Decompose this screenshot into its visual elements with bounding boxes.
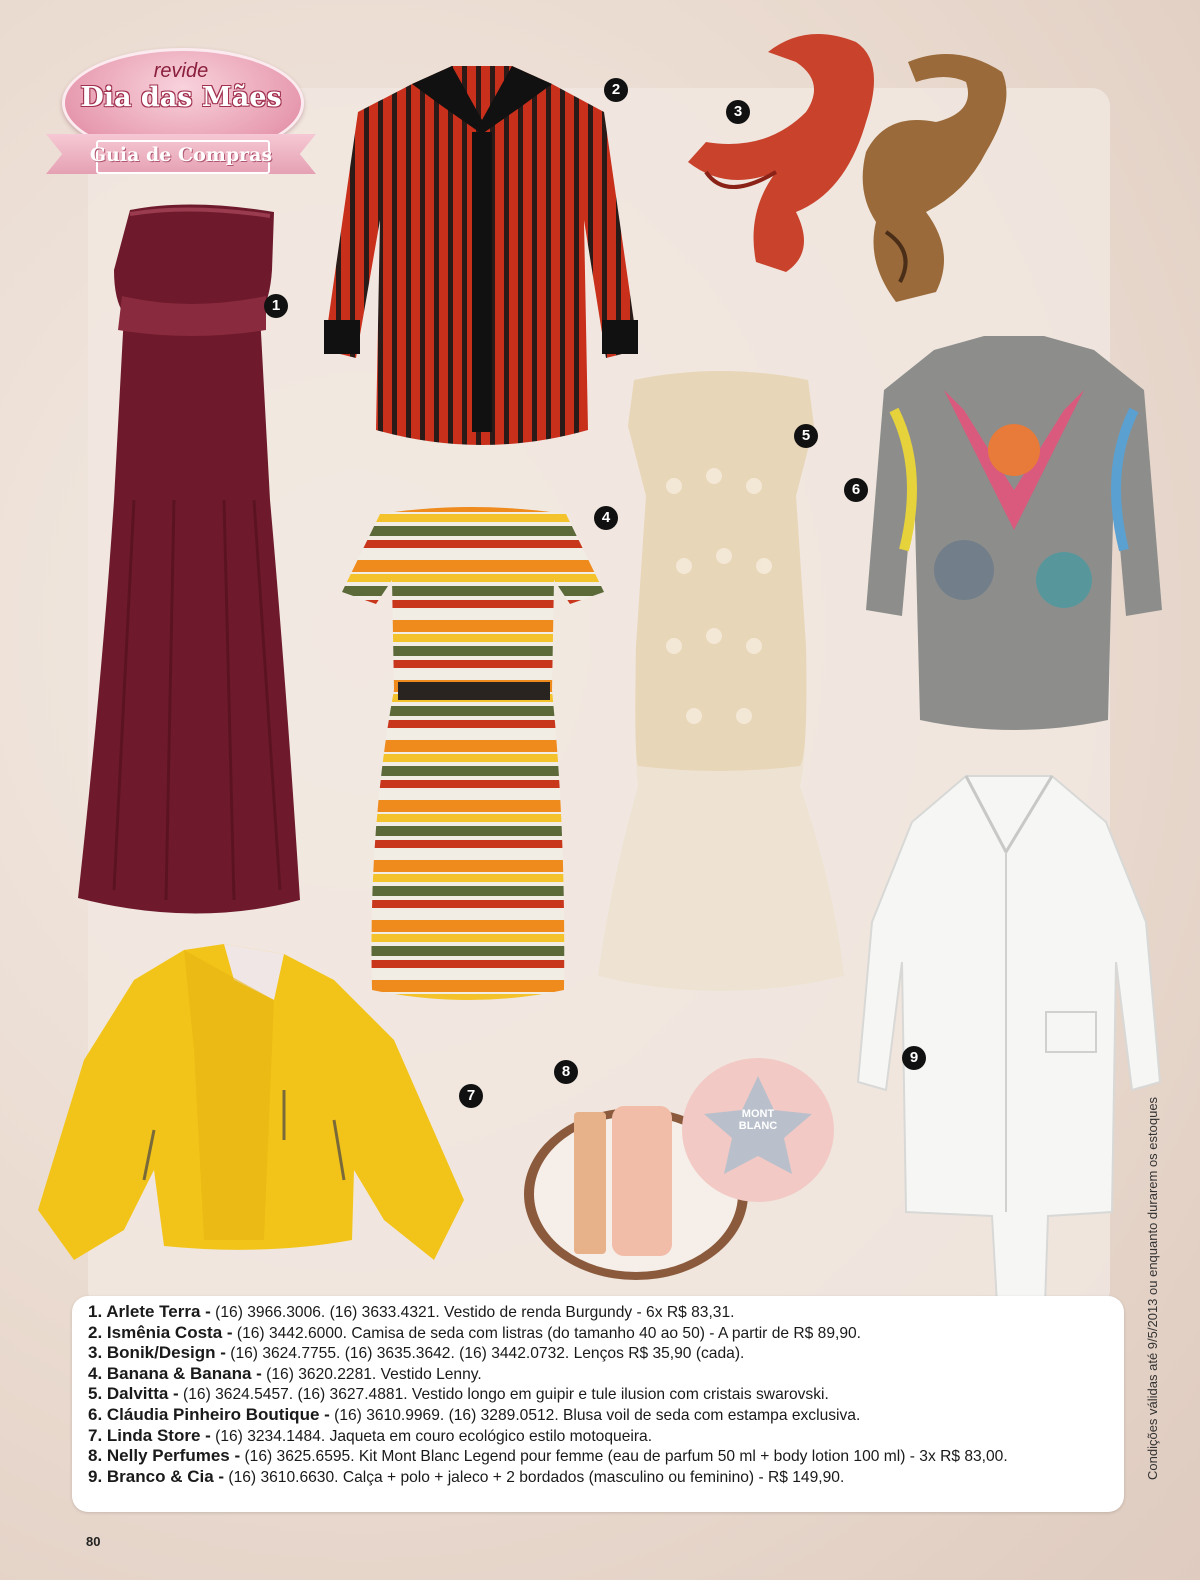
caption-list — [88, 1302, 1114, 1487]
product-number-9: 9 — [902, 1046, 926, 1070]
caption-store: 9. Branco & Cia - — [88, 1466, 225, 1486]
caption-item — [88, 1467, 1114, 1488]
product-number-1: 1 — [264, 294, 288, 318]
caption-item — [88, 1446, 1114, 1467]
caption-store: 8. Nelly Perfumes - — [88, 1446, 241, 1466]
caption-item — [88, 1302, 1114, 1323]
caption-details: (16) 3234.1484. Jaqueta em couro ecológico estilo motoqueira. — [210, 1427, 653, 1445]
page-number: 80 — [86, 1534, 101, 1549]
caption-details: (16) 3966.3006. (16) 3633.4321. Vestido de renda Burgundy - 6x R$ 83,31. — [210, 1304, 735, 1321]
caption-store: 1. Arlete Terra - — [88, 1302, 211, 1321]
caption-details: (16) 3610.6630. Calça + polo + jaleco + 2 bordados (masculino ou feminino) - R$ 149,90. — [224, 1468, 845, 1486]
yellow-jacket-image — [34, 940, 470, 1264]
product-number-6: 6 — [844, 478, 868, 502]
product-number-7: 7 — [459, 1084, 483, 1108]
product-number-2: 2 — [604, 78, 628, 102]
caption-item — [88, 1323, 1114, 1344]
logo-subtitle: Guia de Compras — [89, 144, 273, 166]
caption-details: (16) 3610.9969. (16) 3289.0512. Blusa voil de seda com estampa exclusiva. — [329, 1406, 861, 1424]
product-number-5: 5 — [794, 424, 818, 448]
caption-details: (16) 3625.6595. Kit Mont Blanc Legend pour femme (eau de parfum 50 ml + body lotion 100 ml) - 3x R$ 83,00. — [240, 1448, 1008, 1466]
product-number-4: 4 — [594, 506, 618, 530]
caption-item — [88, 1343, 1114, 1364]
caption-item — [88, 1405, 1114, 1426]
caption-details: (16) 3624.5457. (16) 3627.4881. Vestido longo em guipir e tule ilusion com cristais swarovski. — [178, 1386, 829, 1404]
validity-note: Condições válidas até 9/5/2013 ou enquanto durarem os estoques — [1145, 1096, 1160, 1480]
perfume-brand-label: MONT BLANC — [738, 1108, 778, 1132]
lace-gown-image — [594, 366, 848, 996]
caption-item — [88, 1364, 1114, 1385]
section-logo — [46, 48, 316, 188]
caption-store: 5. Dalvitta - — [88, 1384, 179, 1404]
product-number-8: 8 — [554, 1060, 578, 1084]
striped-dress-image — [340, 500, 606, 1000]
caption-details: (16) 3442.6000. Camisa de seda com listras (do tamanho 40 ao 50) - A partir de R$ 89,90. — [232, 1324, 862, 1342]
caption-store: 7. Linda Store - — [88, 1425, 211, 1445]
caption-store: 3. Bonik/Design - — [88, 1343, 226, 1363]
caption-details: (16) 3624.7755. (16) 3635.3642. (16) 3442.0732. Lenços R$ 35,90 (cada). — [225, 1345, 745, 1363]
caption-store: 2. Ismênia Costa - — [88, 1322, 233, 1342]
striped-shirt-image — [322, 60, 640, 456]
caption-item — [88, 1426, 1114, 1447]
caption-details: (16) 3620.2281. Vestido Lenny. — [261, 1365, 482, 1383]
caption-box — [72, 1296, 1124, 1512]
caption-item — [88, 1384, 1114, 1405]
logo-brand: revide — [153, 60, 209, 82]
logo-title: Dia das Mães — [80, 82, 282, 113]
product-number-3: 3 — [726, 100, 750, 124]
caption-store: 4. Banana & Banana - — [88, 1363, 262, 1383]
scarves-image — [686, 22, 1022, 304]
printed-blouse-image — [864, 330, 1164, 734]
caption-store: 6. Cláudia Pinheiro Boutique - — [88, 1404, 330, 1424]
